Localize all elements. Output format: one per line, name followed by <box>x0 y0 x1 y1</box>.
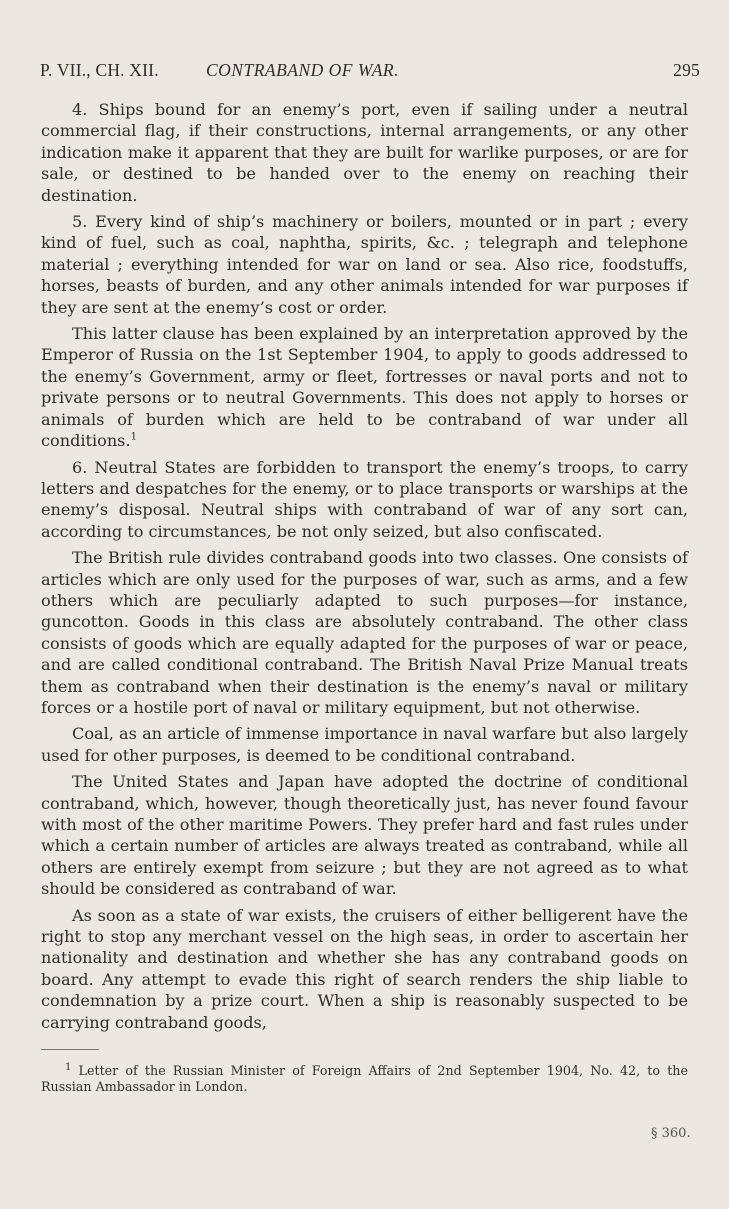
footnote-marker: 1 <box>65 1061 72 1073</box>
main-text <box>41 99 688 1033</box>
paragraph-state-of-war: As soon as a state of war exists, the cruisers of either belligerent have the right to stop any merchant vessel on the high seas, in order to ascertain her nationality and destination and whether she has any contraband goods on board. Any attempt to evade this right of search renders the ship liable to condemnation by a prize court. When a ship is reasonably suspected to be carrying contraband goods, <box>41 905 688 1032</box>
paragraph-ships-bound: 4. Ships bound for an enemy’s port, even if sailing under a neutral commercial flag, if their constructions, internal arrangements, or any other indication make it apparent that they are built for warlike purposes, or are for sale, or destined to be handed over to the enemy on reaching their destination. <box>41 100 688 205</box>
part-chapter-heading: P. VII., CH. XII. <box>40 60 159 80</box>
paragraph-united-states-japan: The United States and Japan have adopted the doctrine of conditional contraband, which, however, though theoretically just, has never found favour with most of the other maritime Powers. They prefer hard and fast rules under which a certain number of articles are always treated as contraband, while all others are entirely exempt from seizure ; but they are not agreed as to what should be considered as contraband of war. <box>41 772 688 899</box>
paragraph-neutral-states: 6. Neutral States are forbidden to transport the enemy’s troops, to carry letters and despatches for the enemy, or to place transports or warships at the enemy’s disposal. Neutral ships with contraband of war of any sort can, according to circumstances, be not only seized, but also confiscated. <box>41 457 688 541</box>
printer-signature: § 360. <box>651 1126 691 1141</box>
footnote-reference: 1 <box>130 431 137 443</box>
paragraph-coal: Coal, as an article of immense importance in naval warfare but also largely used for other purposes, is deemed to be conditional contraband. <box>41 724 688 765</box>
running-title: CONTRABAND OF WAR. <box>206 60 399 80</box>
paragraph-british-rule: The British rule divides contraband goods into two classes. One consists of articles which are only used for the purposes of war, such as arms, and a few others which are peculiarly adapted to such purposes—for instance, guncotton. Goods in this class are absolutely contraband. The other class consists of goods which are equally adapted for the purposes of war or peace, and are called conditional contraband. The British Naval Prize Manual treats them as contraband when their destination is the enemy’s naval or military forces or a hostile port of naval or military equipment, but not otherwise. <box>41 548 688 717</box>
running-header <box>40 60 700 84</box>
paragraph-latter-clause <box>41 323 688 451</box>
footnote-text: Letter of the Russian Minister of Foreign Affairs of 2nd September 1904, No. 42, to the Russian Ambassador in London. <box>41 1063 688 1094</box>
paragraph-ship-machinery: 5. Every kind of ship’s machinery or boilers, mounted or in part ; every kind of fuel, such as coal, naphtha, spirits, &c. ; telegraph and telephone material ; everything intended for war on land or sea. Also rice, foodstuffs, horses, beasts of burden, and any other animals intended for war purposes if they are sent at the enemy’s cost or order. <box>41 212 688 317</box>
footnote <box>41 1063 688 1095</box>
paragraph-latter-clause-text: This latter clause has been explained by an interpretation approved by the Emperor of Russia on the 1st September 1904, to apply to goods addressed to the enemy’s Government, army or fleet, fortresses or naval ports and not to private persons or to neutral Governments. This does not apply to horses or animals of burden which are held to be contraband of war under all conditions. <box>41 324 688 451</box>
footnote-divider <box>41 1049 99 1050</box>
page-number: 295 <box>673 60 700 80</box>
